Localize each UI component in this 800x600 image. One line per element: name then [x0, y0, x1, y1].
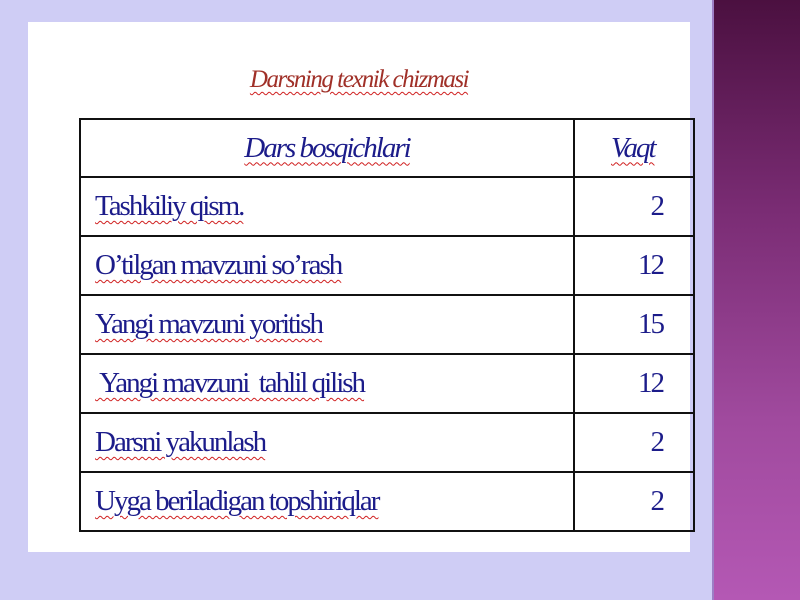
- table-row: [80, 236, 694, 295]
- time-cell: 2: [574, 472, 694, 531]
- time-cell: 15: [574, 295, 694, 354]
- header-stages: [80, 119, 574, 177]
- stage-cell: [80, 177, 574, 236]
- stage-label: O’tilgan mavzuni so’rash: [95, 249, 342, 281]
- stage-cell: [80, 413, 574, 472]
- time-cell: 12: [574, 236, 694, 295]
- stage-cell: [80, 354, 574, 413]
- decorative-side-stripe: [714, 0, 800, 600]
- table-row: [80, 472, 694, 531]
- time-cell: 2: [574, 177, 694, 236]
- stage-label: Yangi mavzuni tahlil qilish: [95, 367, 365, 399]
- header-time: [574, 119, 694, 177]
- stage-label: Yangi mavzuni yoritish: [95, 308, 322, 340]
- table-header-row: [80, 119, 694, 177]
- table-row: [80, 177, 694, 236]
- table-row: [80, 354, 694, 413]
- stage-label: Tashkiliy qism.: [95, 190, 244, 222]
- lesson-plan-table: [79, 118, 695, 532]
- content-panel: [28, 22, 690, 552]
- stage-label: Darsni yakunlash: [95, 426, 266, 458]
- time-cell: 12: [574, 354, 694, 413]
- stage-cell: [80, 236, 574, 295]
- header-stages-label: Dars bosqichlari: [244, 131, 410, 164]
- stage-cell: [80, 295, 574, 354]
- header-time-label: Vaqt: [611, 131, 655, 164]
- stage-label: Uyga beriladigan topshiriqlar: [95, 485, 379, 517]
- page-title: Darsning texnik chizmasi: [249, 66, 469, 93]
- stage-cell: [80, 472, 574, 531]
- time-cell: 2: [574, 413, 694, 472]
- table-row: [80, 295, 694, 354]
- table-row: [80, 413, 694, 472]
